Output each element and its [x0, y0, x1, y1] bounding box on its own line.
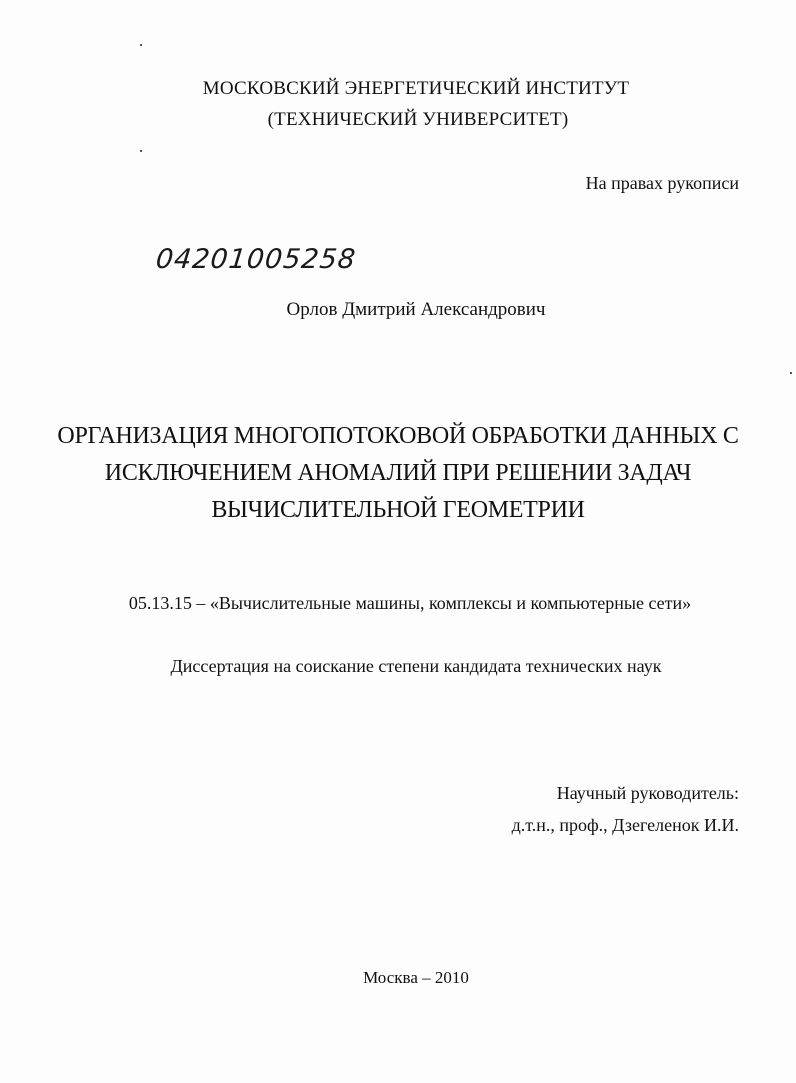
author-name: Орлов Дмитрий Александрович	[286, 299, 546, 320]
rights-note: На правах рукописи	[585, 173, 739, 193]
handwritten-registration-code: 04201005258	[154, 244, 358, 275]
advisor-label: Научный руководитель:	[556, 783, 739, 803]
institute-name: МОСКОВСКИЙ ЭНЕРГЕТИЧЕСКИЙ ИНСТИТУТ	[202, 78, 630, 99]
scan-speck	[140, 150, 142, 152]
title-line: ВЫЧИСЛИТЕЛЬНОЙ ГЕОМЕТРИИ	[211, 497, 585, 523]
dissertation-title	[0, 418, 796, 529]
degree-statement: Диссертация на соискание степени кандидата технических наук	[170, 656, 662, 676]
title-line: ИСКЛЮЧЕНИЕМ АНОМАЛИЙ ПРИ РЕШЕНИИ ЗАДАЧ	[104, 460, 692, 486]
advisor-name: д.т.н., проф., Дзегеленок И.И.	[511, 815, 739, 835]
title-line: ОРГАНИЗАЦИЯ МНОГОПОТОКОВОЙ ОБРАБОТКИ ДАННЫХ С	[57, 423, 739, 449]
institute-subtitle: (ТЕХНИЧЕСКИЙ УНИВЕРСИТЕТ)	[267, 109, 569, 130]
scan-speck	[140, 44, 142, 46]
city-year: Москва – 2010	[363, 968, 469, 987]
specialty-code: 05.13.15 – «Вычислительные машины, комплексы и компьютерные сети»	[128, 593, 692, 613]
scan-speck	[790, 372, 792, 374]
